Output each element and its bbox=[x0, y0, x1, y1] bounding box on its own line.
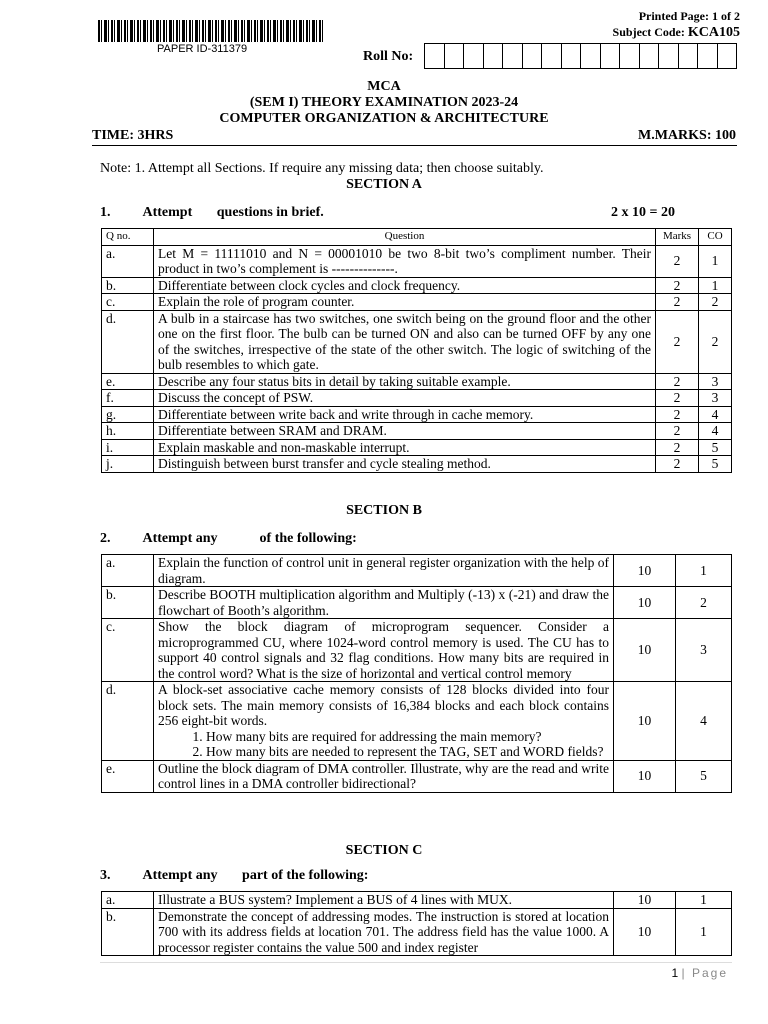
table-row bbox=[102, 619, 732, 682]
page-label: | Page bbox=[681, 966, 728, 980]
q-marks: 10 bbox=[614, 892, 676, 909]
section-b-instruction bbox=[100, 531, 357, 547]
table-row bbox=[102, 892, 732, 909]
table-row bbox=[102, 373, 732, 390]
q-label: c. bbox=[102, 294, 154, 311]
footer-rule bbox=[100, 962, 732, 963]
sub-question-list bbox=[158, 729, 609, 760]
q-co: 1 bbox=[699, 277, 732, 294]
q-label: e. bbox=[102, 373, 154, 390]
section-c-instruction bbox=[100, 868, 368, 884]
page-footer bbox=[671, 966, 728, 980]
q-text: Demonstrate the concept of addressing modes. The instruction is stored at location 700 with its address fields at location 701. The address field has the value 1000. A processor register contains the value 500 and index register bbox=[154, 908, 614, 956]
table-row bbox=[102, 908, 732, 956]
q-marks: 2 bbox=[656, 456, 699, 473]
q-marks: 2 bbox=[656, 390, 699, 407]
q-co: 4 bbox=[676, 682, 732, 761]
sub-question: 1. How many bits are required for addressing the main memory? bbox=[206, 729, 609, 745]
q-label: a. bbox=[102, 245, 154, 277]
q-label: a. bbox=[102, 555, 154, 587]
q-text: Describe any four status bits in detail by taking suitable example. bbox=[154, 373, 656, 390]
q-co: 2 bbox=[676, 587, 732, 619]
q-text: Let M = 11111010 and N = 00001010 be two 8-bit two’s compliment number. Their product in two’s complement is --------------. bbox=[154, 245, 656, 277]
instr-a: Attempt any bbox=[142, 531, 218, 546]
header-rule bbox=[92, 145, 737, 146]
exam-title: (SEM I) THEORY EXAMINATION 2023-24 bbox=[249, 95, 519, 110]
program: MCA bbox=[367, 79, 401, 94]
q-label: d. bbox=[102, 310, 154, 373]
q-text: Differentiate between clock cycles and clock frequency. bbox=[154, 277, 656, 294]
col-marks: Marks bbox=[656, 229, 699, 246]
q-marks: 10 bbox=[614, 908, 676, 956]
q-label: d. bbox=[102, 682, 154, 761]
instr-b: of the following: bbox=[259, 531, 357, 546]
q-text: Differentiate between write back and write through in cache memory. bbox=[154, 406, 656, 423]
table-row bbox=[102, 760, 732, 792]
q-label: h. bbox=[102, 423, 154, 440]
table-row bbox=[102, 423, 732, 440]
q-label: b. bbox=[102, 277, 154, 294]
q-marks: 2 bbox=[656, 439, 699, 456]
q-text: Explain maskable and non-maskable interrupt. bbox=[154, 439, 656, 456]
instr-b: part of the following: bbox=[242, 868, 369, 883]
q-text: Show the block diagram of microprogram sequencer. Consider a microprogrammed CU, where 1024-word control memory is used. The CU has to support 40 control signals and 32 flag conditions. How many bits are required in the control word? What is the size of horizontal and vertical control memory bbox=[154, 619, 614, 682]
paper-id: PAPER ID-311379 bbox=[157, 43, 248, 55]
subject-code-value: KCA105 bbox=[687, 25, 740, 40]
q-label: j. bbox=[102, 456, 154, 473]
section-b-table bbox=[101, 554, 732, 793]
col-co: CO bbox=[699, 229, 732, 246]
table-row bbox=[102, 294, 732, 311]
barcode bbox=[98, 20, 324, 42]
table-row bbox=[102, 587, 732, 619]
q-co: 2 bbox=[699, 294, 732, 311]
q-marks: 2 bbox=[656, 310, 699, 373]
q-text-block bbox=[154, 682, 614, 761]
q-marks: 10 bbox=[614, 555, 676, 587]
course-title: COMPUTER ORGANIZATION & ARCHITECTURE bbox=[219, 111, 549, 126]
table-row bbox=[102, 456, 732, 473]
q-co: 1 bbox=[699, 245, 732, 277]
max-marks: M.MARKS: 100 bbox=[638, 128, 736, 143]
printed-page: Printed Page: 1 of 2 bbox=[638, 9, 740, 23]
q-text: Describe BOOTH multiplication algorithm and Multiply (-13) x (-21) and draw the flowchart of Booth’s algorithm. bbox=[154, 587, 614, 619]
q-co: 3 bbox=[676, 619, 732, 682]
q-co: 1 bbox=[676, 892, 732, 909]
q-marks: 2 bbox=[656, 373, 699, 390]
q-label: b. bbox=[102, 908, 154, 956]
q-co: 5 bbox=[699, 439, 732, 456]
roll-no-boxes bbox=[424, 43, 737, 69]
q-text: A block-set associative cache memory consists of 128 blocks divided into four block sets. The main memory consists of 16,384 blocks and each block contains 256 eight-bit words. bbox=[158, 682, 609, 728]
note: Note: 1. Attempt all Sections. If require any missing data; then choose suitably. bbox=[100, 161, 544, 176]
q-marks: 2 bbox=[656, 294, 699, 311]
q-co: 3 bbox=[699, 390, 732, 407]
q-text: Illustrate a BUS system? Implement a BUS of 4 lines with MUX. bbox=[154, 892, 614, 909]
q-co: 2 bbox=[699, 310, 732, 373]
q-label: i. bbox=[102, 439, 154, 456]
section-b-title: SECTION B bbox=[346, 503, 422, 518]
section-c-title: SECTION C bbox=[345, 843, 423, 858]
page-number: 1 bbox=[671, 966, 679, 980]
q-text: Explain the function of control unit in general register organization with the help of diagram. bbox=[154, 555, 614, 587]
q-text: Explain the role of program counter. bbox=[154, 294, 656, 311]
q-label: c. bbox=[102, 619, 154, 682]
q-marks: 10 bbox=[614, 587, 676, 619]
table-row bbox=[102, 310, 732, 373]
table-row bbox=[102, 555, 732, 587]
table-row bbox=[102, 406, 732, 423]
sub-question: 2. How many bits are needed to represent the TAG, SET and WORD fields? bbox=[206, 744, 609, 760]
section-a-table bbox=[101, 228, 732, 473]
q-co: 3 bbox=[699, 373, 732, 390]
table-row bbox=[102, 277, 732, 294]
section-c-table bbox=[101, 891, 732, 956]
q-marks: 2 bbox=[656, 277, 699, 294]
table-row bbox=[102, 245, 732, 277]
subject-code-label: Subject Code: bbox=[612, 25, 685, 39]
q-text: Differentiate between SRAM and DRAM. bbox=[154, 423, 656, 440]
q-label: f. bbox=[102, 390, 154, 407]
q-num: 3. bbox=[100, 868, 111, 883]
col-question: Question bbox=[154, 229, 656, 246]
q-label: a. bbox=[102, 892, 154, 909]
q-marks: 2 bbox=[656, 245, 699, 277]
q-co: 4 bbox=[699, 406, 732, 423]
q-co: 5 bbox=[676, 760, 732, 792]
section-a-instruction bbox=[100, 205, 324, 221]
table-row bbox=[102, 439, 732, 456]
roll-no-label: Roll No: bbox=[363, 49, 414, 64]
q-co: 4 bbox=[699, 423, 732, 440]
q-co: 5 bbox=[699, 456, 732, 473]
section-a-title: SECTION A bbox=[346, 177, 422, 192]
q-marks: 10 bbox=[614, 682, 676, 761]
instr-a: Attempt bbox=[142, 205, 193, 220]
instr-a: Attempt any bbox=[142, 868, 218, 883]
q-label: g. bbox=[102, 406, 154, 423]
q-num: 2. bbox=[100, 531, 111, 546]
q-marks: 2 bbox=[656, 423, 699, 440]
q-num: 1. bbox=[100, 205, 111, 220]
q-co: 1 bbox=[676, 555, 732, 587]
q-text: Discuss the concept of PSW. bbox=[154, 390, 656, 407]
q-text: A bulb in a staircase has two switches, one switch being on the ground floor and the other one on the first floor. The bulb can be turned ON and also can be turned OFF by any one of the switches, irrespective of the state of the other switch. The logic of switching of the bulb resembles to which gate. bbox=[154, 310, 656, 373]
q-marks: 2 bbox=[656, 406, 699, 423]
time: TIME: 3HRS bbox=[92, 128, 174, 143]
table-row bbox=[102, 682, 732, 761]
instr-b: questions in brief. bbox=[216, 205, 324, 220]
table-header bbox=[102, 229, 732, 246]
q-marks: 10 bbox=[614, 760, 676, 792]
q-marks: 10 bbox=[614, 619, 676, 682]
q-text: Outline the block diagram of DMA controller. Illustrate, why are the read and write control lines in a DMA controller bidirectional? bbox=[154, 760, 614, 792]
table-row bbox=[102, 390, 732, 407]
q-label: e. bbox=[102, 760, 154, 792]
col-qno: Q no. bbox=[102, 229, 154, 246]
q-co: 1 bbox=[676, 908, 732, 956]
q-text: Distinguish between burst transfer and cycle stealing method. bbox=[154, 456, 656, 473]
subject-code bbox=[613, 25, 740, 41]
q-label: b. bbox=[102, 587, 154, 619]
section-a-score: 2 x 10 = 20 bbox=[611, 205, 675, 220]
